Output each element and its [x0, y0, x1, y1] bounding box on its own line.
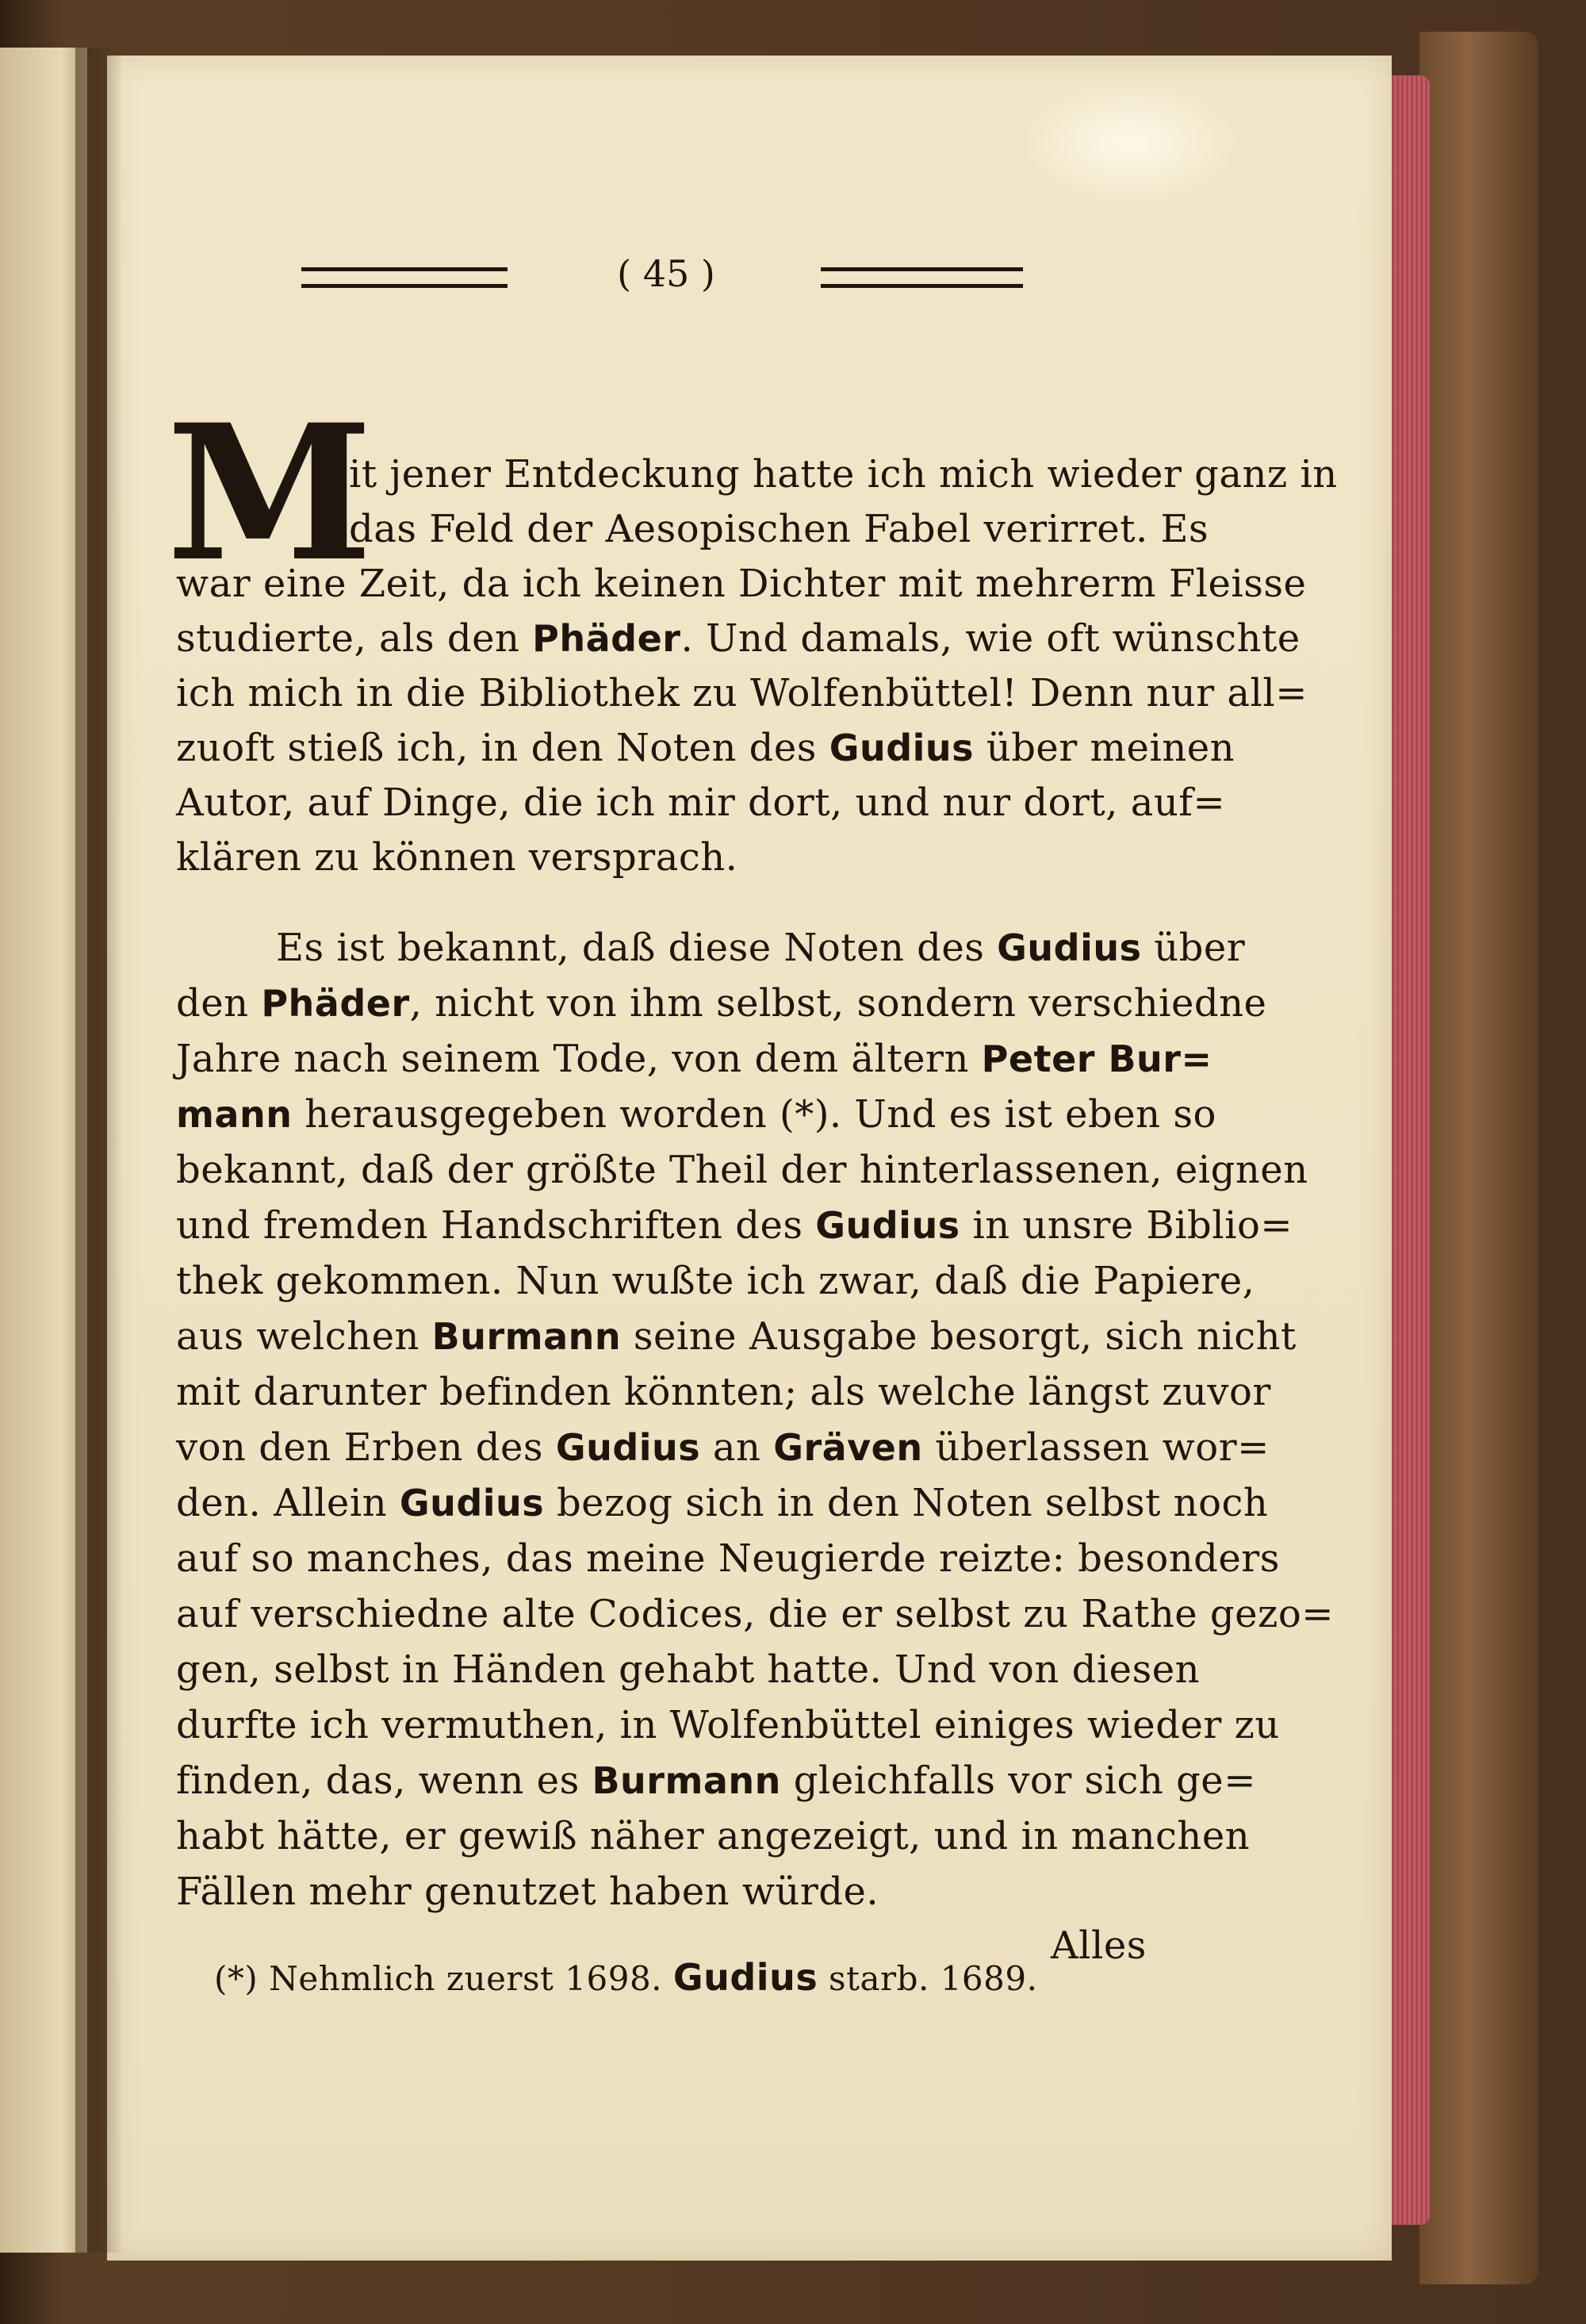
name-burmann: Burmann	[592, 1759, 781, 1802]
name-gudius: Gudius	[829, 727, 975, 769]
text-line: und fremden Handschriften des Gudius in unsre Biblio=	[176, 1203, 1293, 1248]
text-line: Autor, auf Dinge, die ich mir dort, und nur dort, auf=	[176, 780, 1226, 825]
text-line: auf so manches, das meine Neugierde reizte: besonders	[176, 1536, 1280, 1581]
text-line: studierte, als den Phäder. Und damals, wie oft wünschte	[176, 616, 1301, 661]
text-line: den Phäder, nicht von ihm selbst, sondern verschiedne	[176, 981, 1267, 1026]
name-phaeder: Phäder	[532, 617, 681, 660]
name-phaeder: Phäder	[261, 982, 410, 1025]
text-line: bekannt, daß der größte Theil der hinterlassenen, eignen	[176, 1148, 1308, 1192]
name-gudius: Gudius	[555, 1426, 701, 1469]
text-line: das Feld der Aesopischen Fabel verirret. Es	[349, 507, 1209, 551]
text-line: den. Allein Gudius bezog sich in den Noten selbst noch	[176, 1481, 1269, 1525]
text-line: gen, selbst in Händen gehabt hatte. Und von diesen	[176, 1647, 1201, 1692]
name-gudius: Gudius	[997, 926, 1142, 969]
catchword: Alles	[1051, 1923, 1147, 1968]
name-burmann: Burmann	[431, 1315, 622, 1358]
header-rule-right	[821, 267, 1023, 288]
text-line: zuoft stieß ich, in den Noten des Gudius über meinen	[176, 726, 1235, 770]
name-burmann-cont: mann	[176, 1093, 293, 1136]
text-line: it jener Entdeckung hatte ich mich wieder ganz in	[349, 452, 1338, 497]
page-number: ( 45 )	[617, 252, 715, 295]
text-line: Es ist bekannt, daß diese Noten des Gudius über	[276, 926, 1246, 970]
header-rule-left	[301, 267, 508, 288]
text-line: thek gekommen. Nun wußte ich zwar, daß die Papiere,	[176, 1259, 1255, 1303]
drop-cap: M	[167, 384, 369, 603]
text-line: mit darunter befinden könnten; als welche längst zuvor	[176, 1370, 1271, 1414]
page-header	[301, 250, 1023, 297]
text-line: war eine Zeit, da ich keinen Dichter mit mehrerm Fleisse	[176, 562, 1307, 606]
text-line: klären zu können versprach.	[176, 835, 738, 880]
text-line: finden, das, wenn es Burmann gleichfalls vor sich ge=	[176, 1758, 1256, 1803]
name-gudius: Gudius	[672, 1956, 818, 1999]
text-line: mann herausgegeben worden (*). Und es ist eben so	[176, 1092, 1216, 1137]
text-line: ich mich in die Bibliothek zu Wolfenbüttel! Denn nur all=	[176, 671, 1308, 715]
name-gudius: Gudius	[815, 1204, 960, 1247]
footnote: (*) Nehmlich zuerst 1698. Gudius starb. 1689.	[214, 1956, 1038, 1999]
text-line: durfte ich vermuthen, in Wolfenbüttel einiges wieder zu	[176, 1703, 1280, 1747]
text-line: habt hätte, er gewiß näher angezeigt, und in manchen	[176, 1814, 1251, 1858]
name-gudius: Gudius	[399, 1482, 545, 1524]
text-line: auf verschiedne alte Codices, die er selbst zu Rathe gezo=	[176, 1592, 1334, 1636]
text-line: von den Erben des Gudius an Gräven überlassen wor=	[176, 1425, 1270, 1470]
text-line: Fällen mehr genutzet haben würde.	[176, 1870, 879, 1914]
name-graeven: Gräven	[773, 1426, 923, 1469]
text-line: Jahre nach seinem Tode, von dem ältern Peter Bur=	[176, 1037, 1212, 1081]
name-peter-burmann: Peter Bur=	[981, 1037, 1212, 1080]
text-line: aus welchen Burmann seine Ausgabe besorgt, sich nicht	[176, 1314, 1297, 1359]
